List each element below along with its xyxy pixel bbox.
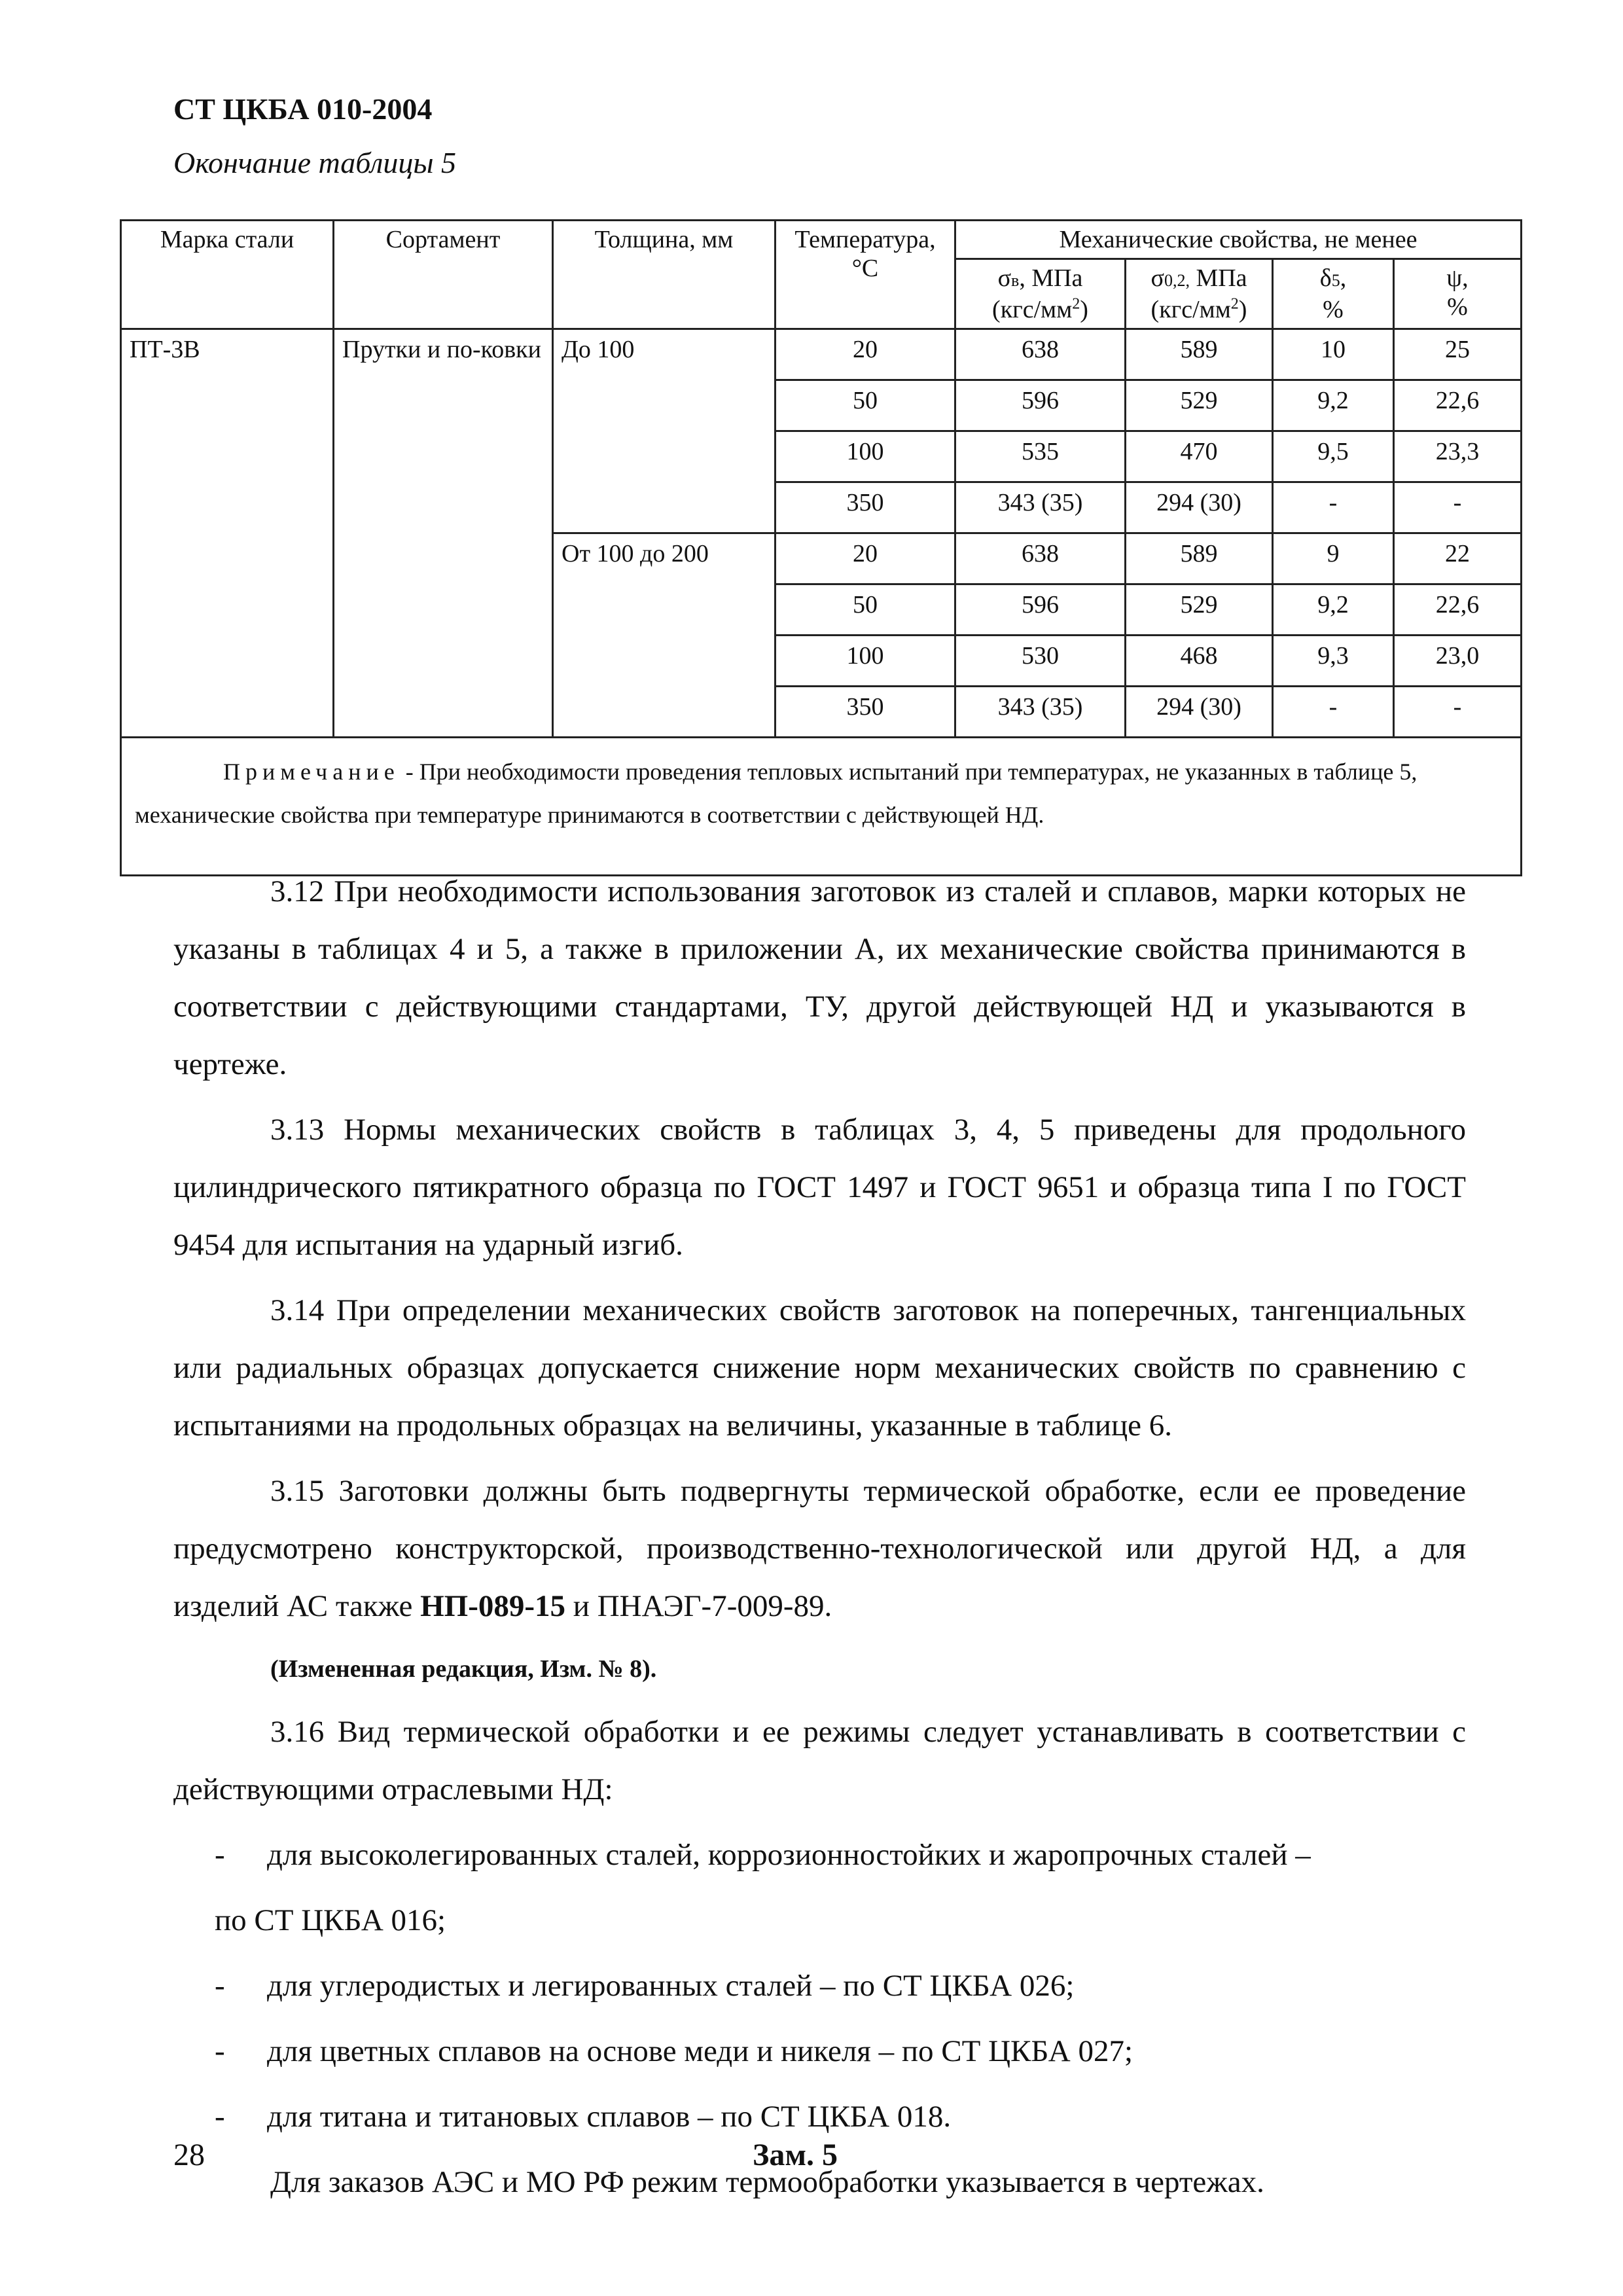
mechanical-properties-table <box>120 219 1522 876</box>
table-note-label: Примечание <box>223 759 400 785</box>
list-dash: - <box>215 2100 225 2134</box>
cell-psi: 22 <box>1394 533 1522 584</box>
list-item-text: для высоколегированных сталей, коррозионностойких и жаропрочных сталей – <box>267 1838 1311 1872</box>
cell-sigma-b: 343 (35) <box>955 482 1126 533</box>
table-note-text: - При необходимости проведения тепловых испытаний при температурах, не указанных в таблице 5, механические свойства при температуре принимаются в соответствии с действующей НД. <box>135 759 1418 828</box>
list-item-continuation: по СТ ЦКБА 016; <box>215 1903 446 1937</box>
cell-psi: 23,3 <box>1394 431 1522 482</box>
header-temperature <box>776 221 955 329</box>
sigma-02-unit-square: 2 <box>1230 295 1239 313</box>
sigma-02-unit-close: ) <box>1238 296 1247 323</box>
sigma-02-unit-kgf: (кгс/мм <box>1150 296 1231 323</box>
psi-percent: % <box>1447 293 1468 321</box>
cell-sigma-02: 470 <box>1126 431 1273 482</box>
sigma-02-subscript: 0,2, <box>1164 271 1190 290</box>
list-item-text: для углеродистых и легированных сталей – по СТ ЦКБА 026; <box>267 1969 1075 2003</box>
header-assortment: Сортамент <box>334 221 553 329</box>
cell-sigma-02: 589 <box>1126 329 1273 380</box>
paragraph-3-15 <box>173 1462 1466 1635</box>
sigma-b-symbol: σ <box>997 264 1012 292</box>
list-item <box>173 1957 1466 2015</box>
cell-sigma-b: 638 <box>955 533 1126 584</box>
sigma-02-symbol: σ <box>1150 264 1164 292</box>
paragraph-3-12: 3.12 При необходимости использования заготовок из сталей и сплавов, марки которых не указаны в таблицах 4 и 5, а также в приложении А, их механические свойства принимаются в соответствии с действующими стандартами, ТУ, другой действующей НД и указываются в чертеже. <box>173 874 1466 1081</box>
header-delta5 <box>1273 259 1394 329</box>
paragraph-3-15-text: 3.15 Заготовки должны быть подвергнуты термической обработке, если ее проведение предусмотрено конструкторской, производственно-технологической или другой НД, а для изделий АС также <box>173 1474 1466 1623</box>
cell-delta5: 9 <box>1273 533 1394 584</box>
cell-sigma-02: 529 <box>1126 584 1273 636</box>
cell-sigma-02: 468 <box>1126 636 1273 687</box>
cell-sigma-b: 530 <box>955 636 1126 687</box>
header-grade: Марка стали <box>121 221 334 329</box>
cell-sigma-b: 638 <box>955 329 1126 380</box>
cell-sigma-b: 596 <box>955 380 1126 431</box>
cell-temperature: 350 <box>776 687 955 738</box>
cell-sigma-b: 535 <box>955 431 1126 482</box>
change-note: (Измененная редакция, Изм. № 8). <box>270 1655 657 1683</box>
paragraph-3-14: 3.14 При определении механических свойств заготовок на поперечных, тангенциальных или радиальных образцах допускается снижение норм механических свойств по сравнению с испытаниями на продольных образцах на величины, указанные в таблице 6. <box>173 1293 1466 1443</box>
cell-psi: 23,0 <box>1394 636 1522 687</box>
sigma-b-subscript: в <box>1011 271 1020 290</box>
cell-delta5: - <box>1273 687 1394 738</box>
table-note <box>121 738 1522 876</box>
cell-sigma-02: 589 <box>1126 533 1273 584</box>
cell-sigma-02: 294 (30) <box>1126 687 1273 738</box>
cell-delta5: - <box>1273 482 1394 533</box>
cell-delta5: 9,3 <box>1273 636 1394 687</box>
paragraph-3-15-end: и ПНАЭГ-7-009-89. <box>565 1589 832 1623</box>
cell-temperature: 350 <box>776 482 955 533</box>
psi-symbol: ψ, <box>1446 264 1469 292</box>
header-mechanical-properties: Механические свойства, не менее <box>955 221 1522 259</box>
list-item <box>173 2022 1466 2080</box>
cell-thickness: От 100 до 200 <box>553 533 776 738</box>
cell-temperature: 100 <box>776 636 955 687</box>
cell-temperature: 100 <box>776 431 955 482</box>
delta-percent: % <box>1323 296 1344 323</box>
cell-thickness: До 100 <box>553 329 776 533</box>
paragraph-final: Для заказов АЭС и МО РФ режим термообработки указывается в чертежах. <box>270 2165 1264 2199</box>
paragraph-3-16: 3.16 Вид термической обработки и ее режимы следует устанавливать в соответствии с действующими отраслевыми НД: <box>173 1715 1466 1806</box>
list-dash: - <box>215 1969 225 2003</box>
cell-psi: - <box>1394 687 1522 738</box>
cell-sigma-02: 529 <box>1126 380 1273 431</box>
cell-temperature: 50 <box>776 380 955 431</box>
sigma-b-unit-close: ) <box>1080 296 1088 323</box>
document-code: СТ ЦКБА 010-2004 <box>173 92 433 126</box>
cell-psi: 25 <box>1394 329 1522 380</box>
paragraph-3-13: 3.13 Нормы механических свойств в таблицах 3, 4, 5 приведены для продольного цилиндрического пятикратного образца по ГОСТ 1497 и ГОСТ 9651 и образца типа I по ГОСТ 9454 для испытания на ударный изгиб. <box>173 1113 1466 1262</box>
delta-symbol: δ <box>1319 264 1332 292</box>
table-caption: Окончание таблицы 5 <box>173 146 456 179</box>
sigma-02-unit: МПа <box>1189 264 1247 292</box>
body-text <box>173 863 1466 2219</box>
cell-psi: 22,6 <box>1394 380 1522 431</box>
header-sigma-02 <box>1126 259 1273 329</box>
page-change-mark: Зам. 5 <box>753 2138 838 2172</box>
page-number: 28 <box>173 2138 205 2172</box>
table-row <box>121 329 1522 380</box>
delta-subscript: 5 <box>1331 271 1340 290</box>
cell-psi: 22,6 <box>1394 584 1522 636</box>
cell-delta5: 9,2 <box>1273 380 1394 431</box>
cell-temperature: 20 <box>776 329 955 380</box>
list-item-text: для титана и титановых сплавов – по СТ ЦКБА 018. <box>267 2100 952 2134</box>
cell-delta5: 9,5 <box>1273 431 1394 482</box>
cell-delta5: 9,2 <box>1273 584 1394 636</box>
delta-comma: , <box>1340 264 1347 292</box>
cell-delta5: 10 <box>1273 329 1394 380</box>
sigma-b-unit: , МПа <box>1019 264 1083 292</box>
cell-temperature: 50 <box>776 584 955 636</box>
cell-sigma-b: 343 (35) <box>955 687 1126 738</box>
list-dash: - <box>215 2034 225 2068</box>
cell-grade: ПТ-3В <box>121 329 334 738</box>
cell-sigma-02: 294 (30) <box>1126 482 1273 533</box>
list-item-text: для цветных сплавов на основе меди и никеля – по СТ ЦКБА 027; <box>267 2034 1133 2068</box>
header-temperature-label: Температура, <box>794 226 936 253</box>
sigma-b-unit-square: 2 <box>1072 295 1080 313</box>
header-temperature-unit: °С <box>851 255 879 282</box>
header-sigma-b <box>955 259 1126 329</box>
cell-sigma-b: 596 <box>955 584 1126 636</box>
paragraph-3-15-std: НП-089-15 <box>420 1589 566 1623</box>
header-thickness: Толщина, мм <box>553 221 776 329</box>
header-psi <box>1394 259 1522 329</box>
sigma-b-unit-kgf: (кгс/мм <box>992 296 1073 323</box>
cell-psi: - <box>1394 482 1522 533</box>
cell-assortment: Прутки и по-ковки <box>334 329 553 738</box>
list-item <box>173 1826 1466 1884</box>
list-dash: - <box>215 1838 225 1872</box>
cell-temperature: 20 <box>776 533 955 584</box>
